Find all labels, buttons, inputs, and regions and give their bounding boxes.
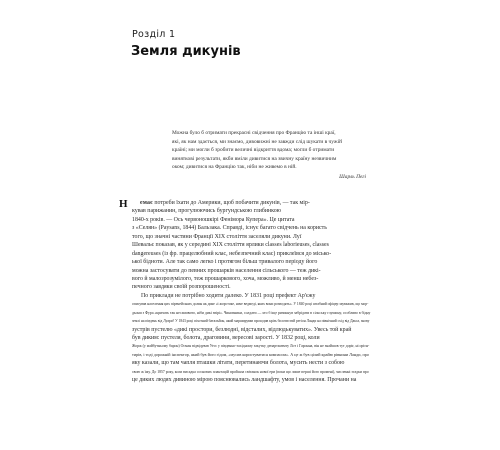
text-line: По приклади не потрібно ходити далеко. У 1831 році префект Ар'єжу xyxy=(141,292,316,299)
drop-cap: Н xyxy=(119,198,128,210)
text-line: дьони з Фура «кричать так несамовито, ніби дикі звірі». Чиновники, солдати — хто б іще ризикнув забрідати в сільську глушину, особливо в бідну xyxy=(132,310,371,315)
text-line: кував парижанин, прогулюючись бургундською глибинкою xyxy=(132,208,282,215)
epigraph-attribution: Шарль Пегі xyxy=(339,174,366,180)
epigraph-line: винятковi результати, якби вміли дивитися на звичну країну незвичним xyxy=(172,155,337,162)
text-line: печного завдяки своїй розпорошеності. xyxy=(132,284,231,291)
text-line: того, що значні частини Франції XIX століття заселяли дикуни. Луї xyxy=(132,233,302,240)
lead-word: емає xyxy=(140,200,153,206)
text-line: 1840-х років. — Ось червоношкірі Фенімора Купера». Це цитата xyxy=(132,216,295,223)
epigraph-line: країні; ми могли б зробити величні відкриття вдома; могли б отримати xyxy=(172,147,335,154)
text-line: свою ж їжу. До 1857 року, коли висадка соснових плантацій пройшла світанок нової ери (поки що лише перші його промені), численні згадки про xyxy=(132,369,369,374)
text-line xyxy=(132,199,370,207)
text-line: яку казали, що там чапля пташки літати, перетинаючи болота, мусить нести з собою xyxy=(132,360,345,367)
text-line: це диких людях дивиною мірою пояснювались ландшафту, умов і населення. Прочани на xyxy=(132,377,357,384)
text-line: зустрів пустелю «дикі простори, безлюдні, відсталих, відлюдькуватих». Увесь той край xyxy=(132,326,352,333)
text-line: вого й малозрозумілого, теж прошаркового, хоча, можливо, й менш небез- xyxy=(132,275,319,282)
text-line-rest: потреби їхати до Америки, щоб побачити дикунів, — так мір- xyxy=(152,200,310,206)
text-line: з «Селян» (Paysans, 1844) Бальзака. Справді, існує багато свідчень на користь xyxy=(132,225,327,232)
epigraph xyxy=(172,129,367,172)
text-line: ької бідноти. Але так само легко і протягом більш тривалого періоду його xyxy=(132,259,318,266)
body-text xyxy=(132,199,370,385)
text-line: описував населення цих піренейських долин як дике «і жорстоке, наче ведмеді, яких вони розводять». У 1840 році штабний офіцер зауважив, що мор- xyxy=(132,302,369,307)
text-line: Шевальє показав, як у середині XIX століття ярлики classes laborieuses, classes xyxy=(132,242,329,249)
text-line: dangereuses (із фр. працелюбний клас, небезпечний клас) приклеївся до місько- xyxy=(132,250,332,257)
text-line: Жорж (у майбутньому барон) Осман відвідував Уесс у південно-західному закутку департаменту Лот і Гаронна, він не знайшов тут доріг, ні орієн- xyxy=(132,344,370,349)
chapter-title: Земля дикунів xyxy=(131,44,241,59)
epigraph-line: Можна було б отримати прекрасні свідчення про Францію та інші краї, xyxy=(172,130,336,136)
text-line: був диким: пустеля, болота, драговини, вересові зарості. У 1832 році, коли xyxy=(132,335,320,341)
text-line: можна застосувати до певних прошарків населення сільського — теж дикі- xyxy=(132,267,321,274)
epigraph-line: оком; дивитися на Францію так, ніби не живемо в ній. xyxy=(172,164,297,171)
text-line: тирів, і тоді дорожній інспектор, який був його гідом, «мусив користуватися компасом». А це ж був цілий крайю рівнини Ланди, про xyxy=(132,351,369,357)
text-line: землі на південь від Луари? У 1843 році піхотний батальйон, який марширував проходив крізь болотистий регіон Ланди на північний схід від Дакса, знову xyxy=(132,319,370,324)
epigraph-line: які, як нам здається, ми знаємо, дивовижні не завжди слід шукати в чужій xyxy=(172,138,342,145)
chapter-label: Розділ 1 xyxy=(132,29,176,40)
